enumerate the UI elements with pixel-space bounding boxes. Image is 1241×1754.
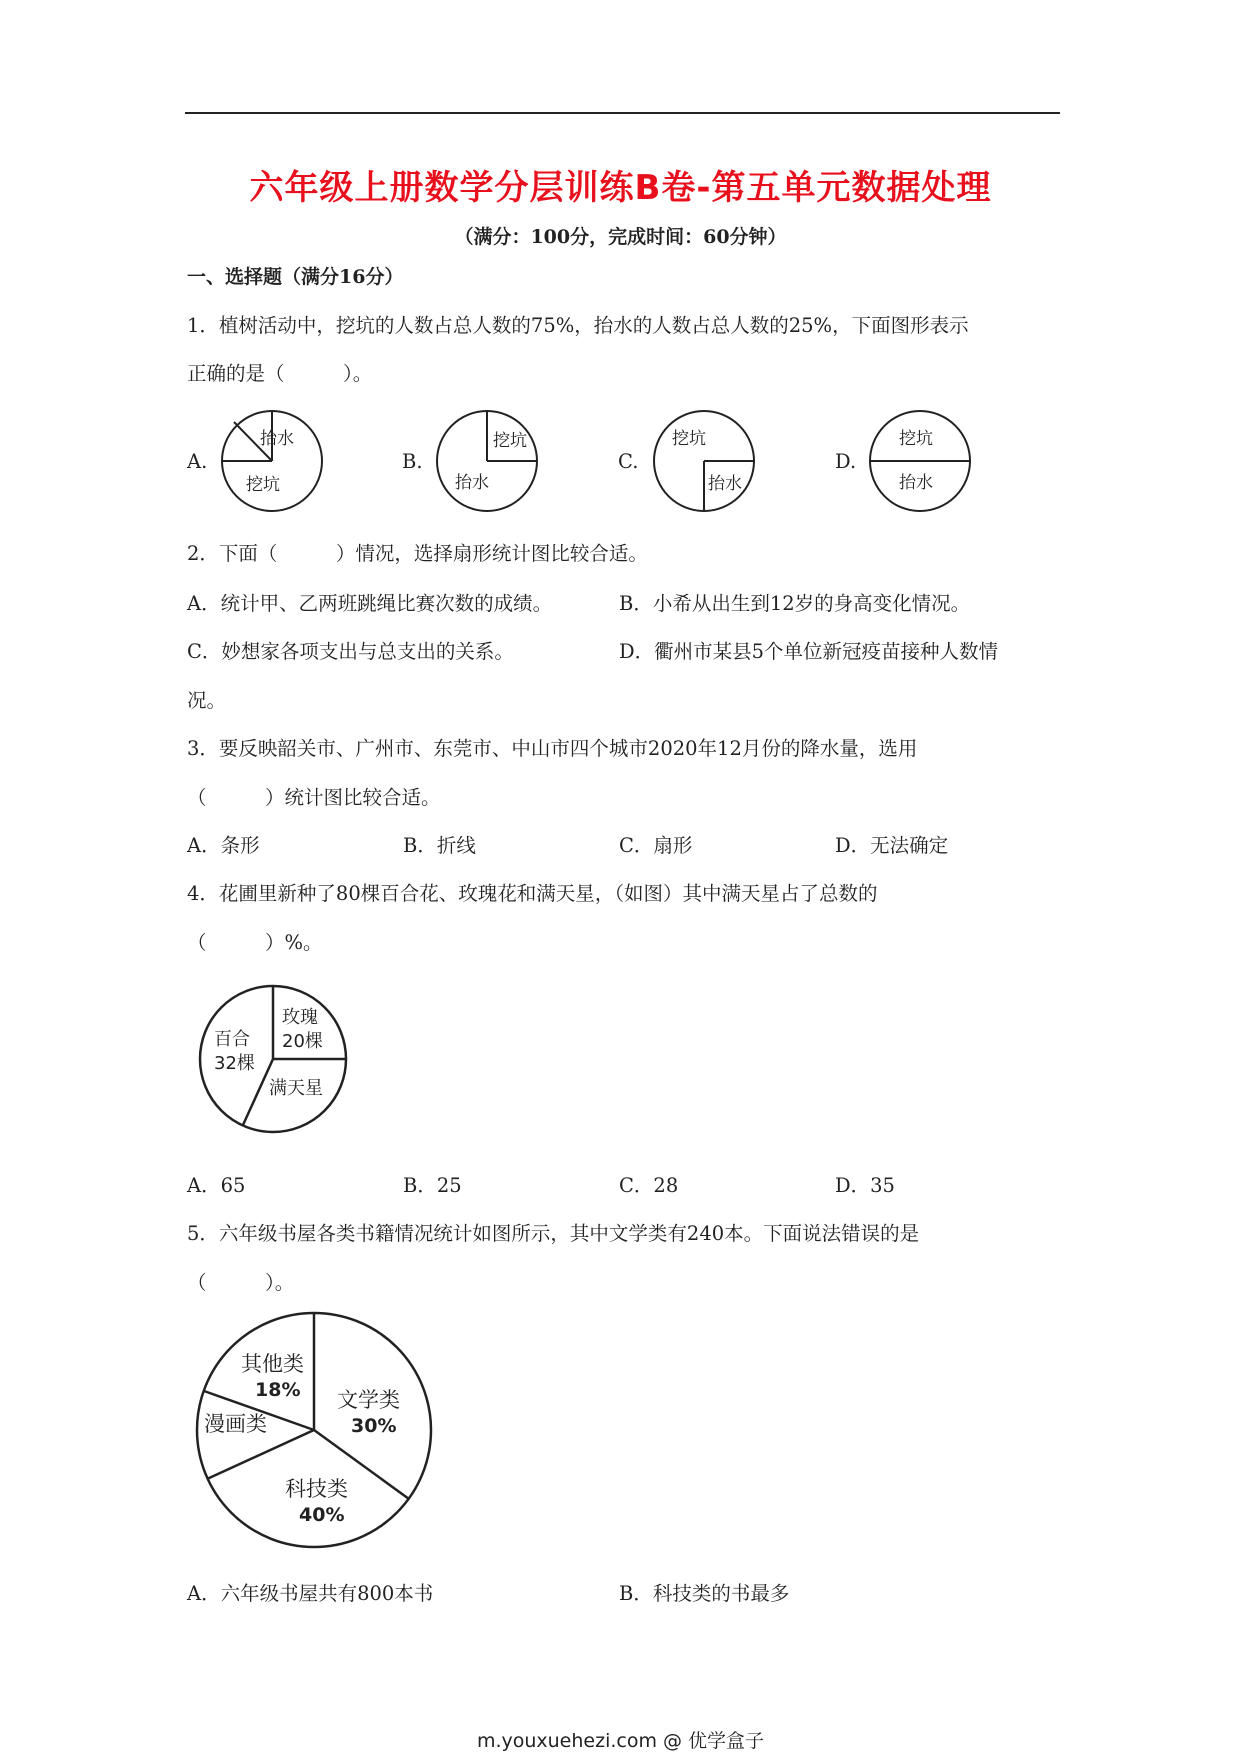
q4-option-d: D．35 xyxy=(835,1174,895,1197)
slice-label-gypsophila: 满天星 xyxy=(269,1078,323,1099)
label-top: 挖坑 xyxy=(493,431,527,451)
footer-watermark-link[interactable]: m.youxuehezi.com @ 优学盒子 xyxy=(476,1730,765,1752)
q3-text-line1: 3．要反映韶关市、广州市、东莞市、中山市四个城市2020年12月份的降水量，选用 xyxy=(187,737,918,760)
q1-option-d-label: D. xyxy=(835,450,857,473)
slice-label-comics: 漫画类 xyxy=(204,1412,267,1436)
q2-text: 2．下面（ ）情况，选择扇形统计图比较合适。 xyxy=(187,542,648,565)
q1-option-a-label: A. xyxy=(187,450,208,473)
slice-value-technology: 40% xyxy=(299,1504,345,1526)
q1-text-line2: 正确的是（ ）。 xyxy=(187,362,373,385)
q4-option-a: A．65 xyxy=(187,1174,246,1197)
page-title: 六年级上册数学分层训练B卷-第五单元数据处理 xyxy=(249,168,992,208)
q1-option-c-diagram xyxy=(650,408,758,514)
q4-option-b: B．25 xyxy=(403,1174,462,1197)
label-bottom: 抬水 xyxy=(708,474,742,494)
q5-text-line1: 5．六年级书屋各类书籍情况统计如图所示，其中文学类有240本。下面说法错误的是 xyxy=(187,1222,920,1245)
q5-option-b: B．科技类的书最多 xyxy=(619,1582,790,1605)
q5-text-line2: （ ）。 xyxy=(187,1271,295,1294)
section-heading-choice: 一、选择题（满分16分） xyxy=(187,266,404,288)
q5-books-pie-chart xyxy=(193,1309,435,1551)
slice-value-other: 18% xyxy=(255,1379,301,1401)
label-top: 挖坑 xyxy=(899,429,933,449)
slice-label-rose: 玫瑰 xyxy=(282,1007,318,1028)
q1-text-line1: 1．植树活动中，挖坑的人数占总人数的75%，抬水的人数占总人数的25%，下面图形表示 xyxy=(187,314,969,337)
slice-value-literature: 30% xyxy=(351,1415,397,1437)
q3-text-line2: （ ）统计图比较合适。 xyxy=(187,786,441,809)
q3-option-a: A．条形 xyxy=(187,834,260,857)
label-bottom: 挖坑 xyxy=(246,475,280,495)
q4-text-line2: （ ）%。 xyxy=(187,931,323,954)
page-subtitle: （满分：100分，完成时间：60分钟） xyxy=(454,226,787,248)
q3-option-c: C．扇形 xyxy=(619,834,693,857)
label-top: 抬水 xyxy=(260,429,294,449)
slice-value-rose: 20棵 xyxy=(282,1031,323,1052)
slice-label-literature: 文学类 xyxy=(337,1388,400,1412)
q2-option-b: B．小希从出生到12岁的身高变化情况。 xyxy=(619,592,971,615)
q2-option-c: C．妙想家各项支出与总支出的关系。 xyxy=(187,640,514,663)
q2-option-d-continued: 况。 xyxy=(187,689,227,712)
q4-flower-pie-chart xyxy=(196,982,350,1136)
label-bottom: 抬水 xyxy=(899,473,933,493)
q4-text-line1: 4．花圃里新种了80棵百合花、玫瑰花和满天星，（如图）其中满天星占了总数的 xyxy=(187,882,878,905)
q1-option-c-label: C. xyxy=(618,450,639,473)
q2-option-d: D．衢州市某县5个单位新冠疫苗接种人数情 xyxy=(619,640,999,663)
slice-value-lily: 32棵 xyxy=(214,1053,255,1074)
slice-label-technology: 科技类 xyxy=(285,1477,348,1501)
q1-option-a-diagram xyxy=(218,408,326,514)
q5-option-a: A．六年级书屋共有800本书 xyxy=(187,1582,434,1605)
label-bottom: 抬水 xyxy=(455,473,489,493)
q1-option-d-diagram xyxy=(866,408,974,514)
q2-option-a: A．统计甲、乙两班跳绳比赛次数的成绩。 xyxy=(187,592,553,615)
label-top: 挖坑 xyxy=(672,429,706,449)
q3-option-b: B．折线 xyxy=(403,834,476,857)
slice-label-lily: 百合 xyxy=(214,1029,250,1050)
slice-label-other: 其他类 xyxy=(241,1352,304,1376)
q1-option-b-label: B. xyxy=(402,450,423,473)
q4-option-c: C．28 xyxy=(619,1174,679,1197)
q3-option-d: D．无法确定 xyxy=(835,834,949,857)
q1-option-b-diagram xyxy=(433,408,541,514)
top-rule xyxy=(185,112,1060,114)
slice-divider xyxy=(207,1430,314,1479)
